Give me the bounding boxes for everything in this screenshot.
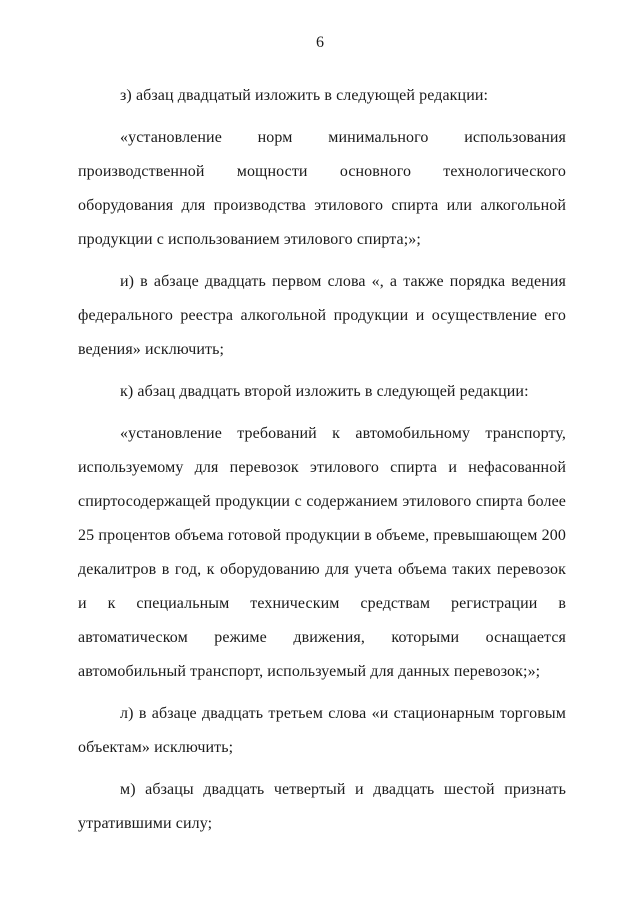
document-body [78,79,566,849]
paragraph-k-quote: «установление требований к автомобильному транспорту, используемому для перевозок этилового спирта и нефасованной спиртосодержащей продукции с содержанием этилового спирта более 25 процентов объема готовой продукции в объеме, превышающем 200 декалитров в год, к оборудованию для учета объема таких перевозок и к специальным техническим средствам регистрации в автоматическом режиме движения, которыми оснащается автомобильный транспорт, используемый для данных перевозок;»; [78,425,566,680]
paragraph-l: л) в абзаце двадцать третьем слова «и стационарным торговым объектам» исключить; [78,705,566,756]
paragraph-k: к) абзац двадцать второй изложить в следующей редакции: [120,383,529,400]
paragraph-z-quote: «установление норм минимального использования производственной мощности основного технологического оборудования для производства этилового спирта или алкогольной продукции с использованием этилового спирта;»; [78,129,566,248]
page-number: 6 [316,34,324,51]
paragraph-m: м) абзацы двадцать четвертый и двадцать шестой признать утратившими силу; [78,781,566,832]
paragraph-i: и) в абзаце двадцать первом слова «, а также порядка ведения федерального реестра алкогольной продукции и осуществление его ведения» исключить; [78,273,566,358]
paragraph-z: з) абзац двадцатый изложить в следующей редакции: [120,87,489,104]
